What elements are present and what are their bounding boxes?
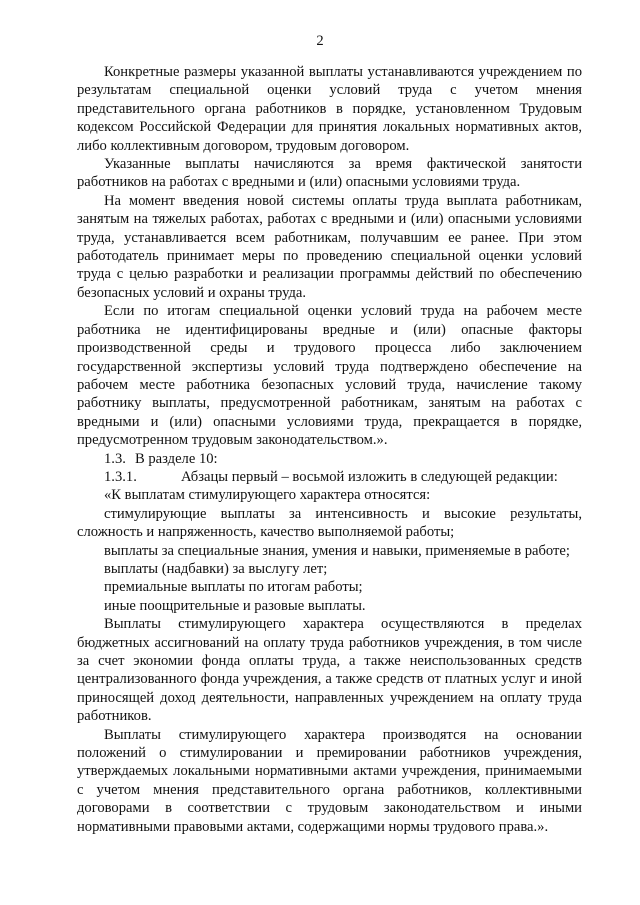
section-1-3-1	[77, 468, 582, 486]
section-number: 1.3.	[104, 450, 126, 467]
paragraph: премиальные выплаты по итогам работы;	[104, 579, 363, 596]
section-number: 1.3.1.	[104, 468, 137, 485]
section-1-3	[77, 450, 582, 468]
paragraph: выплаты (надбавки) за выслугу лет;	[104, 560, 328, 577]
document-body	[77, 63, 582, 836]
paragraph: выплаты за специальные знания, умения и навыки, применяемые в работе;	[104, 542, 570, 559]
paragraph: Выплаты стимулирующего характера производятся на основании положений о стимулировании и премировании работников учреждения, утверждаемых локальными нормативными актами учреждения, принимаемыми с учетом мнения представительного органа работников, коллективными договорами в соответствии с трудовым законодательством и иными нормативными правовыми актами, содержащими нормы трудового права.».	[77, 726, 582, 835]
paragraph: стимулирующие выплаты за интенсивность и высокие результаты, сложность и напряженность, качество выполняемой работы;	[77, 505, 582, 541]
paragraph: «К выплатам стимулирующего характера относятся:	[104, 487, 431, 504]
paragraph: Указанные выплаты начисляются за время фактической занятости работников на работах с вредными и (или) опасными условиями труда.	[77, 156, 582, 191]
section-text: Абзацы первый – восьмой изложить в следующей редакции:	[181, 468, 558, 485]
paragraph: Выплаты стимулирующего характера осуществляются в пределах бюджетных ассигнований на оплату труда работников учреждения, в том числе за счет экономии фонда оплаты труда, а также неиспользованных средств централизованного фонда учреждения, а также средств от платных услуг и иной приносящей доход деятельности, направленных учреждением на оплату труда работников.	[77, 616, 582, 725]
paragraph: Если по итогам специальной оценки условий труда на рабочем месте работника не идентифицированы вредные и (или) опасные факторы производственной среды и трудового процесса либо заключением государственной экспертизы условий труда подтверждено обеспечение на рабочем месте работника безопасных условий труда, начисление такому работнику выплаты, предусмотренной работникам, занятым на работах с вредными и (или) опасными условиями труда, прекращается в порядке, предусмотренном трудовым законодательством.».	[77, 303, 582, 449]
paragraph: На момент введения новой системы оплаты труда выплата работникам, занятым на тяжелых работах, работах с вредными и (или) опасными условиями труда, устанавливается всем работникам, получавшим ее ранее. При этом работодатель принимает меры по проведению специальной оценки условий труда с целью разработки и реализации программы действий по обеспечению безопасных условий и охраны труда.	[77, 192, 582, 301]
paragraph: Конкретные размеры указанной выплаты устанавливаются учреждением по результатам специальной оценки условий труда с учетом мнения представительного органа работников в порядке, установленном Трудовым кодексом Российской Федерации для принятия локальных нормативных актов, либо коллективным договором, трудовым договором.	[77, 64, 582, 154]
page-number: 2	[316, 33, 324, 49]
paragraph: иные поощрительные и разовые выплаты.	[104, 597, 366, 614]
section-text: В разделе 10:	[135, 450, 218, 467]
